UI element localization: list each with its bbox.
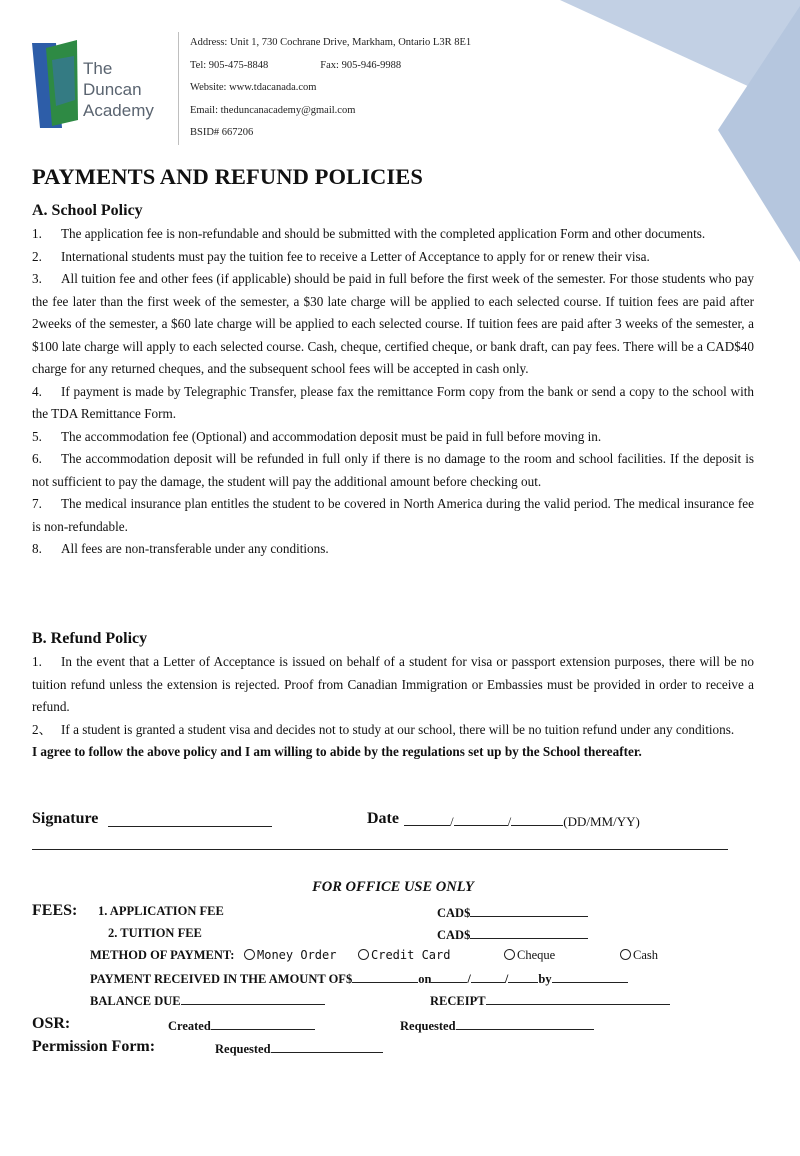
radio-icon[interactable]: [244, 949, 255, 960]
tuition-fee-label: 2. TUITION FEE: [108, 926, 202, 940]
amount-field[interactable]: [352, 970, 418, 983]
logo-line-1: The: [83, 59, 113, 78]
permission-requested-field[interactable]: [271, 1040, 383, 1053]
received-by-field[interactable]: [552, 970, 628, 983]
received-month-field[interactable]: [471, 970, 505, 983]
payment-option-cash[interactable]: Cash: [620, 948, 658, 963]
receipt-row: RECEIPT: [430, 992, 670, 1009]
received-day-field[interactable]: [431, 970, 467, 983]
email: Email: theduncanacademy@gmail.com: [190, 104, 356, 116]
payment-option-credit-card[interactable]: Credit Card: [358, 948, 450, 962]
bsid: BSID# 667206: [190, 127, 254, 138]
receipt-field[interactable]: [486, 992, 670, 1005]
list-item: 5. The accommodation fee (Optional) and accommodation deposit must be paid in full before moving in.: [32, 428, 602, 444]
osr-requested-field[interactable]: [456, 1017, 594, 1030]
list-item: 1. In the event that a Letter of Acceptance is issued on behalf of a student for visa or passport extension purposes, there will be no tuition refund unless the extension is rejected. Proof from Canadian Immigration or Embassies must be provided in order to receive a refund.: [32, 654, 754, 714]
list-item: 2. International students must pay the tuition fee to receive a Letter of Acceptance to apply for or renew their visa.: [32, 248, 650, 264]
logo-wordmark: [83, 58, 154, 121]
refund-policy-list: [32, 651, 754, 764]
balance-due-field[interactable]: [181, 992, 325, 1005]
osr-requested-row: Requested: [400, 1017, 594, 1034]
radio-icon[interactable]: [358, 949, 369, 960]
balance-due-row: BALANCE DUE: [90, 992, 325, 1009]
radio-icon[interactable]: [504, 949, 515, 960]
website: Website: www.tdacanada.com: [190, 82, 317, 93]
list-item: 1. The application fee is non-refundable and should be submitted with the completed application Form and other documents.: [32, 226, 706, 241]
logo-line-2: Duncan: [83, 80, 142, 99]
radio-icon[interactable]: [620, 949, 631, 960]
refund-policy-heading: B. Refund Policy: [32, 630, 148, 647]
list-item: 3. All tuition fee and other fees (if applicable) should be paid in full before the first week of the semester. For those students who pay the fee later than the first week of the semester, a $30 late charge will be applied to each selected course. If tuition fees are paid after 2weeks of the semester, a $60 late charge will be applied to each selected course. If tuition fees are paid after 3 weeks of the semester, a $100 late charge will apply to each selected course. Cash, cheque, certified cheque, or bank draft, can pay fees. There will be a CAD$40 charge for any returned cheques, and the subsequent school fees will be accepted in cash only.: [32, 271, 754, 376]
page-title: PAYMENTS AND REFUND POLICIES: [32, 164, 423, 189]
fees-label: FEES:: [32, 902, 78, 919]
contact-info: [178, 32, 471, 145]
payment-option-money-order[interactable]: Money Order: [244, 948, 336, 962]
date-format-hint: (DD/MM/YY): [563, 814, 640, 829]
agreement-statement: I agree to follow the above policy and I am willing to abide by the regulations set up by the School thereafter.: [32, 744, 642, 759]
office-use-heading: FOR OFFICE USE ONLY: [312, 879, 474, 895]
osr-created-field[interactable]: [211, 1017, 315, 1030]
school-policy-list: [32, 223, 754, 561]
permission-form-label: Permission Form:: [32, 1038, 156, 1055]
date-year-blank[interactable]: [511, 812, 563, 826]
list-item: 2、 If a student is granted a student visa and decides not to study at our school, there will be no tuition refund under any conditions.: [32, 721, 735, 737]
signature-label: Signature: [32, 810, 99, 827]
fax: Fax: 905-946-9988: [320, 59, 402, 71]
osr-label: OSR:: [32, 1015, 71, 1032]
school-policy-heading: A. School Policy: [32, 202, 143, 219]
method-of-payment-label: METHOD OF PAYMENT:: [90, 948, 235, 962]
date-field[interactable]: / / (DD/MM/YY): [404, 812, 640, 830]
logo-line-3: Academy: [83, 101, 154, 120]
osr-created-row: Created: [168, 1017, 315, 1034]
payment-received-row: PAYMENT RECEIVED IN THE AMOUNT OF$ on / / by: [90, 970, 628, 987]
phone-fax-line: [190, 55, 471, 78]
date-month-blank[interactable]: [454, 812, 508, 826]
list-item: 6. The accommodation deposit will be refunded in full only if there is no damage to the room and school facilities. If the deposit is not sufficient to pay the damage, the student will pay the additional amount before checking out.: [32, 451, 754, 489]
received-year-field[interactable]: [508, 970, 538, 983]
list-item: 7. The medical insurance plan entitles the student to be covered in North America during the valid period. The medical insurance fee is non-refundable.: [32, 496, 754, 534]
list-item: 4. If payment is made by Telegraphic Transfer, please fax the remittance Form copy from the bank or send a copy to the school with the TDA Remittance Form.: [32, 383, 754, 421]
date-label: Date: [367, 810, 399, 827]
permission-requested-row: Requested: [215, 1040, 383, 1057]
application-fee-label: 1. APPLICATION FEE: [98, 904, 224, 918]
tuition-fee-field[interactable]: CAD$: [437, 926, 588, 943]
date-day-blank[interactable]: [404, 812, 450, 826]
section-divider: [32, 849, 728, 850]
telephone: Tel: 905-475-8848: [190, 59, 269, 71]
payment-option-cheque[interactable]: Cheque: [504, 948, 555, 963]
list-item: 8. All fees are non-transferable under any conditions.: [32, 541, 329, 556]
decor-triangle-top: [560, 0, 800, 110]
application-fee-field[interactable]: CAD$: [437, 904, 588, 921]
address: Address: Unit 1, 730 Cochrane Drive, Markham, Ontario L3R 8E1: [190, 37, 472, 48]
signature-field[interactable]: [108, 826, 272, 827]
